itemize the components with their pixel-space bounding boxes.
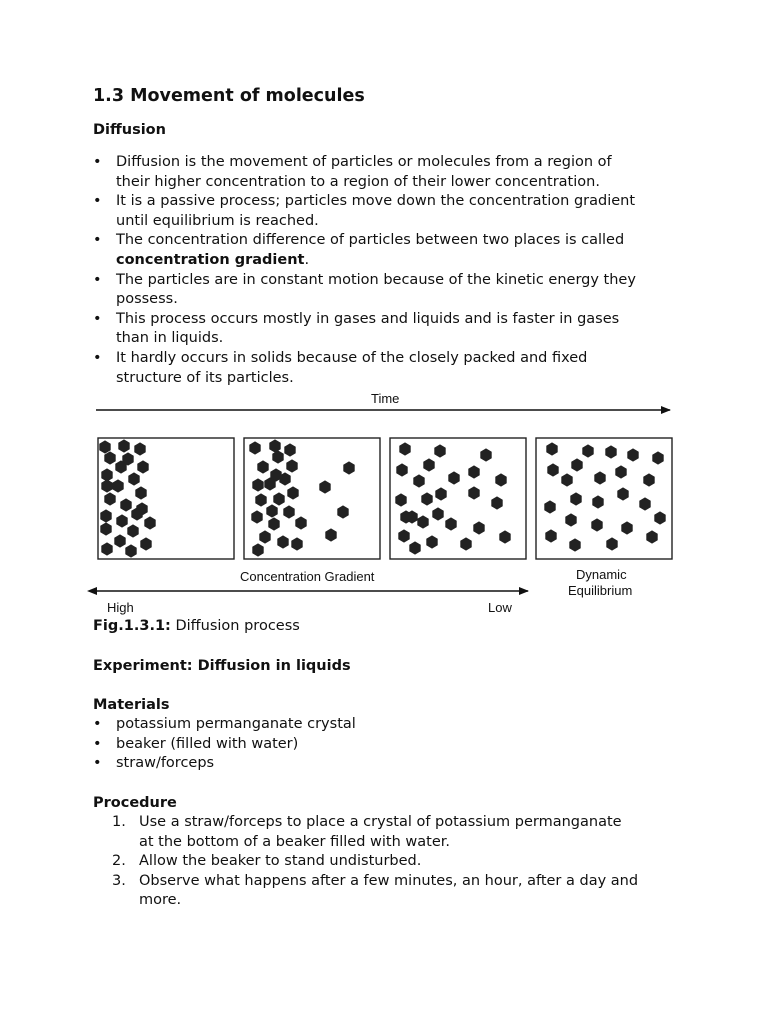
step-number: 1.: [112, 814, 126, 830]
particle: [137, 460, 148, 473]
caption-text: Diffusion process: [170, 618, 300, 634]
particle: [266, 504, 277, 517]
dynamic-label: Dynamic: [576, 567, 627, 582]
particle: [252, 478, 263, 491]
particle: [125, 544, 136, 557]
particle: [114, 534, 125, 547]
experiment-heading: Experiment: Diffusion in liquids: [93, 658, 351, 674]
particle: [104, 451, 115, 464]
step-line: Allow the beaker to stand undisturbed.: [139, 853, 422, 870]
time-label: Time: [371, 391, 400, 406]
particle: [591, 518, 602, 531]
bullet-suffix: .: [304, 251, 310, 268]
step-line: Observe what happens after a few minutes, an hour, after a day and: [139, 872, 639, 889]
particle: [120, 498, 131, 511]
particle: [116, 514, 127, 527]
bullet-line: This process occurs mostly in gases and liquids and is faster in gases: [116, 310, 620, 327]
material-item: • beaker (filled with water): [93, 735, 693, 755]
particle: [127, 524, 138, 537]
particle: [100, 522, 111, 535]
bullet-line: until equilibrium is reached.: [116, 212, 319, 229]
particle: [104, 492, 115, 505]
procedure-step: [112, 813, 692, 852]
materials-heading: Materials: [93, 697, 170, 713]
particle: [118, 439, 129, 452]
bullet-line: It hardly occurs in solids because of the closely packed and fixed: [116, 349, 588, 366]
particle: [128, 472, 139, 485]
particle: [654, 511, 665, 524]
particle: [617, 487, 628, 500]
particle: [112, 479, 123, 492]
particle: [615, 465, 626, 478]
section-heading-diffusion: Diffusion: [93, 122, 166, 138]
particle: [473, 521, 484, 534]
particle: [592, 495, 603, 508]
particle: [395, 493, 406, 506]
bullet-line: It is a passive process; particles move down the concentration gradient: [116, 193, 636, 210]
particle: [652, 451, 663, 464]
particle: [273, 492, 284, 505]
particle: [571, 458, 582, 471]
particle: [413, 474, 424, 487]
particle: [491, 496, 502, 509]
particle: [495, 473, 506, 486]
particle: [409, 541, 420, 554]
particle: [99, 440, 110, 453]
procedure-step: [112, 852, 692, 872]
step-number: 2.: [112, 853, 126, 870]
particle: [101, 479, 112, 492]
particle: [605, 445, 616, 458]
particle: [144, 516, 155, 529]
particle: [337, 505, 348, 518]
particle: [319, 480, 330, 493]
particle: [252, 543, 263, 556]
particle: [255, 493, 266, 506]
particle: [545, 529, 556, 542]
particle: [101, 542, 112, 555]
high-label: High: [107, 600, 134, 615]
particle: [277, 535, 288, 548]
particle: [499, 530, 510, 543]
bold-term: concentration gradient: [116, 251, 305, 268]
particle: [435, 487, 446, 500]
particle: [398, 529, 409, 542]
materials-list: [93, 715, 693, 774]
particle: [249, 441, 260, 454]
figure-caption: [93, 617, 300, 637]
particle: [606, 537, 617, 550]
particle: [432, 507, 443, 520]
particle: [417, 515, 428, 528]
particle: [135, 486, 146, 499]
particle: [544, 500, 555, 513]
particle: [468, 486, 479, 499]
particle: [291, 537, 302, 550]
particle: [480, 448, 491, 461]
particle: [343, 461, 354, 474]
particle: [448, 471, 459, 484]
particle: [621, 521, 632, 534]
particle: [251, 510, 262, 523]
bullet-line: Diffusion is the movement of particles or molecules from a region of: [116, 154, 612, 170]
particle: [295, 516, 306, 529]
bullet-line: structure of its particles.: [116, 369, 294, 386]
step-line: more.: [139, 892, 182, 909]
particle: [399, 442, 410, 455]
page-title: 1.3 Movement of molecules: [93, 86, 365, 106]
step-number: 3.: [112, 872, 126, 889]
bullet-line: than in liquids.: [116, 330, 224, 347]
particle: [287, 486, 298, 499]
particle: [627, 448, 638, 461]
particle: [643, 473, 654, 486]
particle: [594, 471, 605, 484]
particle: [286, 459, 297, 472]
particle: [284, 443, 295, 456]
particle: [468, 465, 479, 478]
particle: [639, 497, 650, 510]
particle: [561, 473, 572, 486]
particles-group: [99, 439, 665, 557]
particle: [547, 463, 558, 476]
particle: [100, 509, 111, 522]
particle: [582, 444, 593, 457]
particle: [445, 517, 456, 530]
material-item: • potassium permanganate crystal: [93, 715, 693, 735]
caption-label: Fig.1.3.1:: [93, 618, 171, 634]
particle: [140, 537, 151, 550]
particle: [646, 530, 657, 543]
step-line: Use a straw/forceps to place a crystal of potassium permanganate: [139, 814, 622, 830]
material-item: • straw/forceps: [93, 754, 693, 774]
bullet-line: possess.: [116, 291, 178, 308]
particle: [257, 460, 268, 473]
concentration-gradient-label: Concentration Gradient: [240, 569, 375, 584]
particle: [423, 458, 434, 471]
particle: [569, 538, 580, 551]
particle: [268, 517, 279, 530]
bullet-line: The concentration difference of particles between two places is called: [116, 232, 625, 249]
particle: [269, 439, 280, 452]
particle: [565, 513, 576, 526]
particle: [421, 492, 432, 505]
particle: [426, 535, 437, 548]
particle: [546, 442, 557, 455]
low-label: Low: [488, 600, 512, 615]
bullet-line: their higher concentration to a region of their lower concentration.: [116, 173, 600, 190]
equilibrium-label: Equilibrium: [568, 583, 633, 598]
particle: [272, 450, 283, 463]
particle: [396, 463, 407, 476]
step-line: at the bottom of a beaker filled with water.: [139, 833, 450, 850]
particle: [325, 528, 336, 541]
particle: [283, 505, 294, 518]
particle: [434, 444, 445, 457]
procedure-step: [112, 872, 692, 911]
particle: [460, 537, 471, 550]
particle: [570, 492, 581, 505]
bullet-line: The particles are in constant motion because of the kinetic energy they: [116, 271, 636, 288]
particle: [134, 442, 145, 455]
particle: [259, 530, 270, 543]
procedure-heading: Procedure: [93, 795, 177, 811]
procedure-list: [112, 813, 692, 911]
